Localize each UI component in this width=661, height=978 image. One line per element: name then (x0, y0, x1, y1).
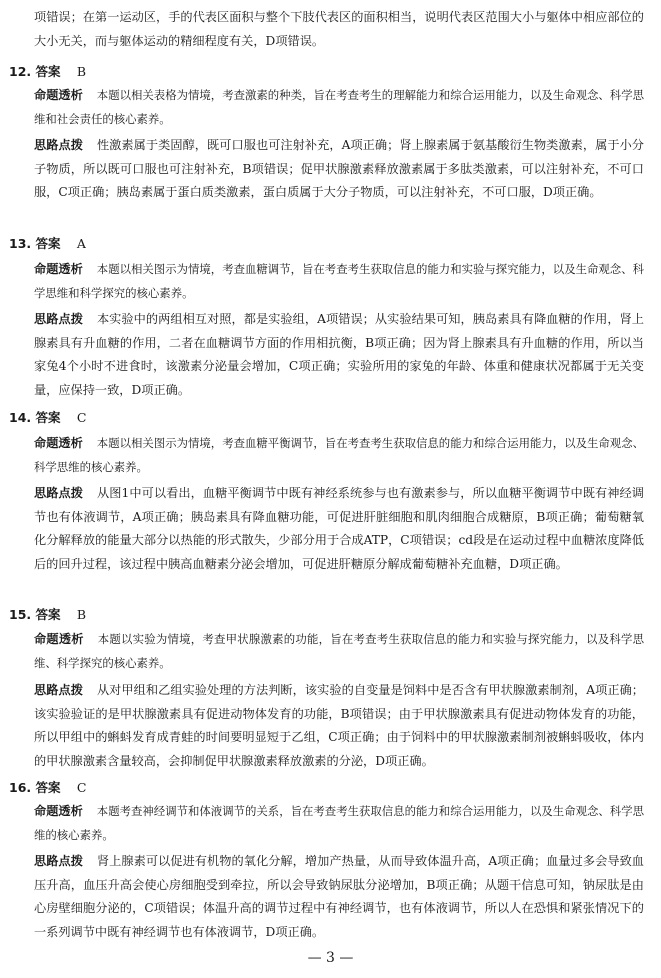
intent-label: 命题透析 (34, 88, 83, 102)
analysis-label: 思路点拨 (34, 312, 83, 326)
intent-label: 命题透析 (34, 262, 83, 276)
question-14-intent (34, 432, 644, 479)
analysis-text: 肾上腺素可以促进有机物的氧化分解，增加产热量，从而导致体温升高，A项正确；血量过多会导致血压升高，血压升高会使心房细胞受到牵拉，所以会导致钠尿肽分泌增加，B项正确；从题干信息可知，钠尿肽是由心房壁细胞分泌的，C项错误；体温升高的调节过程中有神经调节，也有体液调节，所以人在恐惧和紧张情况下的一系列调节中既有神经调节也有体液调节，D项正确。 (34, 854, 644, 939)
answer-value: A (76, 236, 86, 251)
intent-text: 本题以实验为情境，考查甲状腺激素的功能，旨在考查考生获取信息的能力和实验与探究能力，以及科学思维、科学探究的核心素养。 (34, 632, 644, 670)
question-15-analysis (34, 679, 644, 773)
question-12-header (9, 60, 86, 84)
intent-text: 本题以相关图示为情境，考查血糖调节，旨在考查考生获取信息的能力和实验与探究能力，以及生命观念、科学思维和科学探究的核心素养。 (34, 262, 644, 300)
intent-text: 本题以相关表格为情境，考查激素的种类，旨在考查考生的理解能力和综合运用能力，以及生命观念、科学思维和社会责任的核心素养。 (34, 88, 644, 126)
analysis-label: 思路点拨 (34, 486, 84, 500)
question-13-analysis (34, 308, 644, 402)
question-13-intent (34, 258, 644, 305)
answer-value: B (76, 607, 87, 622)
question-16-header (9, 776, 86, 800)
question-16-intent (34, 800, 644, 847)
question-number: 16. (9, 780, 32, 795)
question-15-intent (34, 628, 644, 675)
analysis-text: 本实验中的两组相互对照，都是实验组，A项错误；从实验结果可知，胰岛素具有降血糖的作用，肾上腺素具有升血糖的作用，二者在血糖调节方面的作用相抗衡，B项正确；因为肾上腺素具有升血糖的作用，所以当家兔4个小时不进食时，该激素分泌量会增加，C项正确；实验所用的家兔的年龄、体重和健康状况都属于无关变量，应保持一致，D项正确。 (34, 312, 644, 397)
question-14-analysis (34, 482, 644, 576)
answer-label: 答案 (35, 780, 61, 795)
question-13-header (9, 232, 86, 256)
intent-label: 命题透析 (34, 804, 83, 818)
question-number: 13. (9, 236, 32, 251)
answer-value: B (76, 64, 87, 79)
analysis-text: 性激素属于类固醇，既可口服也可注射补充，A项正确；肾上腺素属于氨基酸衍生物类激素，属于小分子物质，所以既可口服也可注射补充，B项错误；促甲状腺激素释放激素属于多肽类激素，可以注射补充，不可口服，C项正确；胰岛素属于蛋白质类激素，蛋白质属于大分子物质，可以注射补充，不可口服，D项正确。 (34, 138, 644, 200)
question-12-analysis (34, 134, 644, 205)
page-number: — 3 — (307, 950, 354, 966)
question-15-header (9, 603, 86, 627)
answer-value: C (76, 780, 87, 795)
answer-label: 答案 (35, 410, 61, 425)
analysis-label: 思路点拨 (34, 138, 83, 152)
analysis-label: 思路点拨 (34, 683, 83, 697)
analysis-text: 从对甲组和乙组实验处理的方法判断，该实验的自变量是饲料中是否含有甲状腺激素制剂，A项正确；该实验验证的是甲状腺激素具有促进动物体发育的功能，B项错误；由于甲状腺激素具有促进动物体发育的功能，所以甲组中的蝌蚪发育成青蛙的时间要明显短于乙组，C项正确；由于饲料中的甲状腺激素制剂被蝌蚪吸收，体内的甲状腺激素含量较高，会抑制促甲状腺激素释放激素的分泌，D项正确。 (34, 683, 644, 768)
question-12-intent (34, 84, 644, 131)
answer-value: C (76, 410, 87, 425)
answer-label: 答案 (35, 64, 61, 79)
answer-label: 答案 (35, 236, 61, 251)
intent-text: 本题考查神经调节和体液调节的关系，旨在考查考生获取信息的能力和综合运用能力，以及生命观念、科学思维的核心素养。 (34, 804, 644, 842)
intent-label: 命题透析 (34, 436, 83, 450)
intent-label: 命题透析 (34, 632, 84, 646)
analysis-text: 从图1中可以看出，血糖平衡调节中既有神经系统参与也有激素参与，所以血糖平衡调节中既有神经调节也有体液调节，A项正确；胰岛素具有降血糖功能，可促进肝脏细胞和肌肉细胞合成糖原，B项正确；葡萄糖氧化分解释放的能量大部分以热能的形式散失，少部分用于合成ATP，C项错误；cd段是在运动过程中血糖浓度降低后的回升过程，该过程中胰高血糖素分泌会增加，可促进肝糖原分解成葡萄糖补充血糖，D项正确。 (34, 486, 644, 571)
question-number: 15. (9, 607, 32, 622)
question-number: 12. (9, 64, 32, 79)
intent-text: 本题以相关图示为情境，考查血糖平衡调节，旨在考查考生获取信息的能力和综合运用能力，以及生命观念、科学思维的核心素养。 (34, 436, 644, 474)
question-16-analysis (34, 850, 644, 944)
question-14-header (9, 406, 86, 430)
analysis-label: 思路点拨 (34, 854, 83, 868)
answer-label: 答案 (35, 607, 61, 622)
intro-continuation: 项错误；在第一运动区，手的代表区面积与整个下肢代表区的面积相当，说明代表区范围大小与躯体中相应部位的大小无关，而与躯体运动的精细程度有关，D项错误。 (34, 10, 644, 48)
question-number: 14. (9, 410, 32, 425)
